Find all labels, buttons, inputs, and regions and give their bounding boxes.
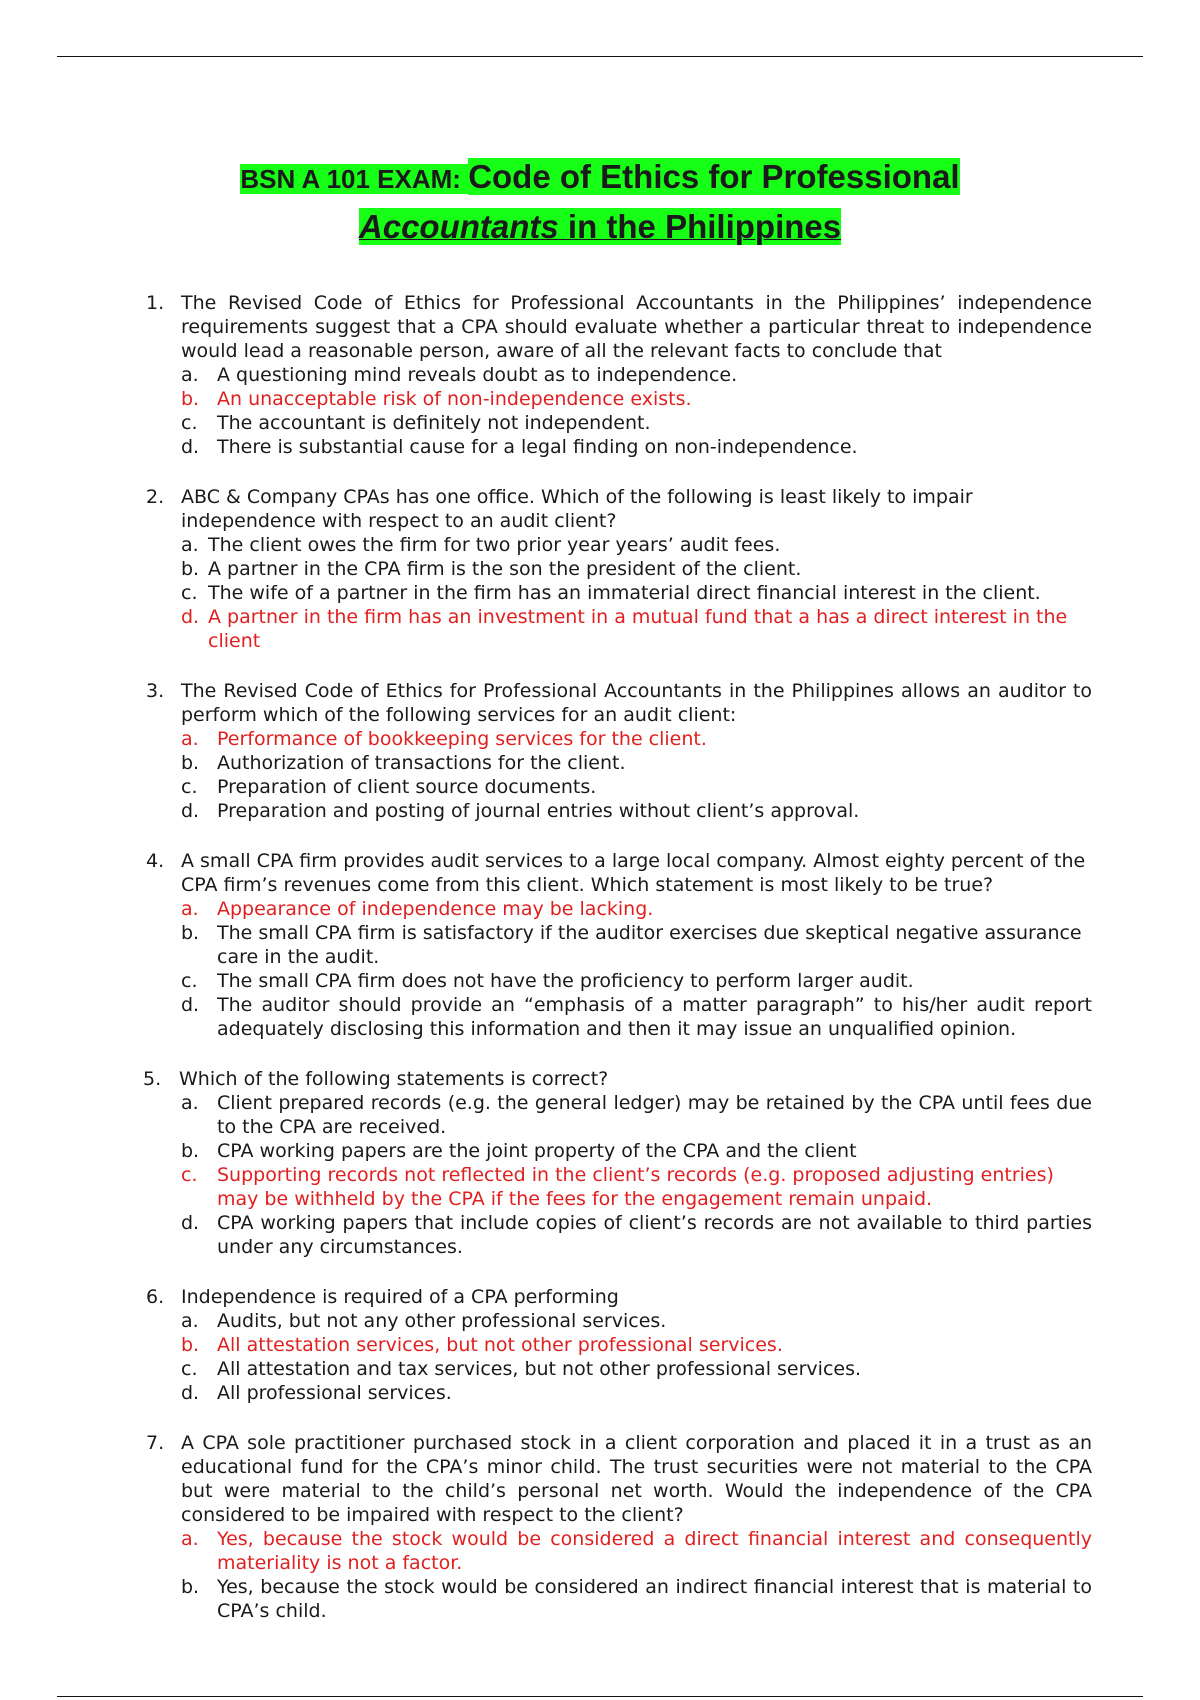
question-text: A small CPA firm provides audit services to a large local company. Almost eighty percent of the CPA firm’s revenues come from this client. Which statement is most likely to be true? bbox=[181, 850, 1086, 896]
option-a: a. The client owes the firm for two prior year years’ audit fees. bbox=[181, 534, 781, 556]
header-rule bbox=[57, 56, 1143, 57]
question-1 bbox=[146, 291, 1092, 459]
question-2 bbox=[146, 485, 1092, 653]
title-accountants: Accountants bbox=[358, 208, 559, 245]
option-a-answer: a. Yes, because the stock would be considered a direct financial interest and consequently materiality is not a factor. bbox=[181, 1528, 1092, 1574]
question-number: 2. bbox=[146, 486, 165, 508]
title-subject: Code of Ethics for Professional bbox=[468, 158, 960, 195]
option-c: c. The accountant is definitely not independent. bbox=[181, 412, 651, 434]
question-text: Independence is required of a CPA performing bbox=[181, 1286, 619, 1308]
option-d: d. The auditor should provide an “emphasis of a matter paragraph” to his/her audit report adequately disclosing this information and then it may issue an unqualified opinion. bbox=[181, 994, 1092, 1040]
question-text: Which of the following statements is correct? bbox=[179, 1068, 609, 1090]
title-line-2 bbox=[0, 205, 1200, 255]
option-a: a. Client prepared records (e.g. the general ledger) may be retained by the CPA until fees due to the CPA are received. bbox=[181, 1092, 1092, 1138]
question-text: The Revised Code of Ethics for Professional Accountants in the Philippines’ independence requirements suggest that a CPA should evaluate whether a particular threat to independence would lead a reasonable person, aware of all the relevant facts to conclude that bbox=[181, 292, 1092, 362]
option-a: a. Audits, but not any other professional services. bbox=[181, 1310, 667, 1332]
option-list bbox=[181, 727, 1092, 823]
option-b: b. Authorization of transactions for the client. bbox=[181, 752, 626, 774]
title-line-1 bbox=[0, 155, 1200, 205]
question-4 bbox=[146, 849, 1092, 1041]
option-b: b. CPA working papers are the joint property of the CPA and the client bbox=[181, 1140, 857, 1162]
question-number: 7. bbox=[146, 1432, 165, 1454]
footer-rule bbox=[57, 1696, 1143, 1697]
question-5 bbox=[143, 1067, 1092, 1259]
question-number: 1. bbox=[146, 292, 165, 314]
question-number: 3. bbox=[146, 680, 165, 702]
option-b-answer: b. An unacceptable risk of non-independence exists. bbox=[181, 388, 692, 410]
title-exam-code: BSN A 101 EXAM: bbox=[240, 164, 469, 194]
option-list bbox=[181, 363, 1092, 459]
option-c-answer: c. Supporting records not reflected in the client’s records (e.g. proposed adjusting entries) may be withheld by the CPA if the fees for the engagement remain unpaid. bbox=[181, 1164, 1054, 1210]
question-list bbox=[143, 291, 1092, 1649]
question-text: ABC & Company CPAs has one office. Which of the following is least likely to impair independence with respect to an audit client? bbox=[181, 486, 973, 532]
document-title bbox=[0, 155, 1200, 255]
option-d: d. There is substantial cause for a legal finding on non-independence. bbox=[181, 436, 858, 458]
option-list bbox=[181, 533, 1092, 653]
option-c: c. Preparation of client source documents. bbox=[181, 776, 597, 798]
question-6 bbox=[146, 1285, 1092, 1405]
option-d: d. All professional services. bbox=[181, 1382, 452, 1404]
option-d: d. CPA working papers that include copies of client’s records are not available to third parties under any circumstances. bbox=[181, 1212, 1092, 1258]
question-7 bbox=[146, 1431, 1092, 1623]
option-a-answer: a. Appearance of independence may be lacking. bbox=[181, 898, 654, 920]
option-list bbox=[181, 1091, 1092, 1259]
question-3 bbox=[146, 679, 1092, 823]
option-list bbox=[181, 1527, 1092, 1623]
option-b: b. A partner in the CPA firm is the son the president of the client. bbox=[181, 558, 802, 580]
question-text: The Revised Code of Ethics for Professional Accountants in the Philippines allows an auditor to perform which of the following services for an audit client: bbox=[181, 680, 1092, 726]
question-text: A CPA sole practitioner purchased stock in a client corporation and placed it in a trust as an educational fund for the CPA’s minor child. The trust securities were not material to the CPA but were material to the child’s personal net worth. Would the independence of the CPA considered to be impaired with respect to the client? bbox=[181, 1432, 1092, 1526]
option-list bbox=[181, 1309, 1092, 1405]
option-b: b. The small CPA firm is satisfactory if the auditor exercises due skeptical negative assurance care in the audit. bbox=[181, 922, 1082, 968]
title-philippines: in the Philippines bbox=[558, 208, 842, 245]
option-a-answer: a. Performance of bookkeeping services for the client. bbox=[181, 728, 707, 750]
option-a: a. A questioning mind reveals doubt as to independence. bbox=[181, 364, 738, 386]
option-b: b. Yes, because the stock would be considered an indirect financial interest that is material to CPA’s child. bbox=[181, 1576, 1092, 1622]
option-c: c. The small CPA firm does not have the proficiency to perform larger audit. bbox=[181, 970, 914, 992]
option-d-answer: d. A partner in the firm has an investment in a mutual fund that a has a direct interest in the client bbox=[181, 606, 1068, 652]
option-b-answer: b. All attestation services, but not other professional services. bbox=[181, 1334, 783, 1356]
option-list bbox=[181, 897, 1092, 1041]
question-number: 5. bbox=[143, 1068, 162, 1090]
question-number: 6. bbox=[146, 1286, 165, 1308]
question-number: 4. bbox=[146, 850, 165, 872]
option-c: c. All attestation and tax services, but not other professional services. bbox=[181, 1358, 862, 1380]
option-d: d. Preparation and posting of journal entries without client’s approval. bbox=[181, 800, 860, 822]
option-c: c. The wife of a partner in the firm has an immaterial direct financial interest in the client. bbox=[181, 582, 1041, 604]
